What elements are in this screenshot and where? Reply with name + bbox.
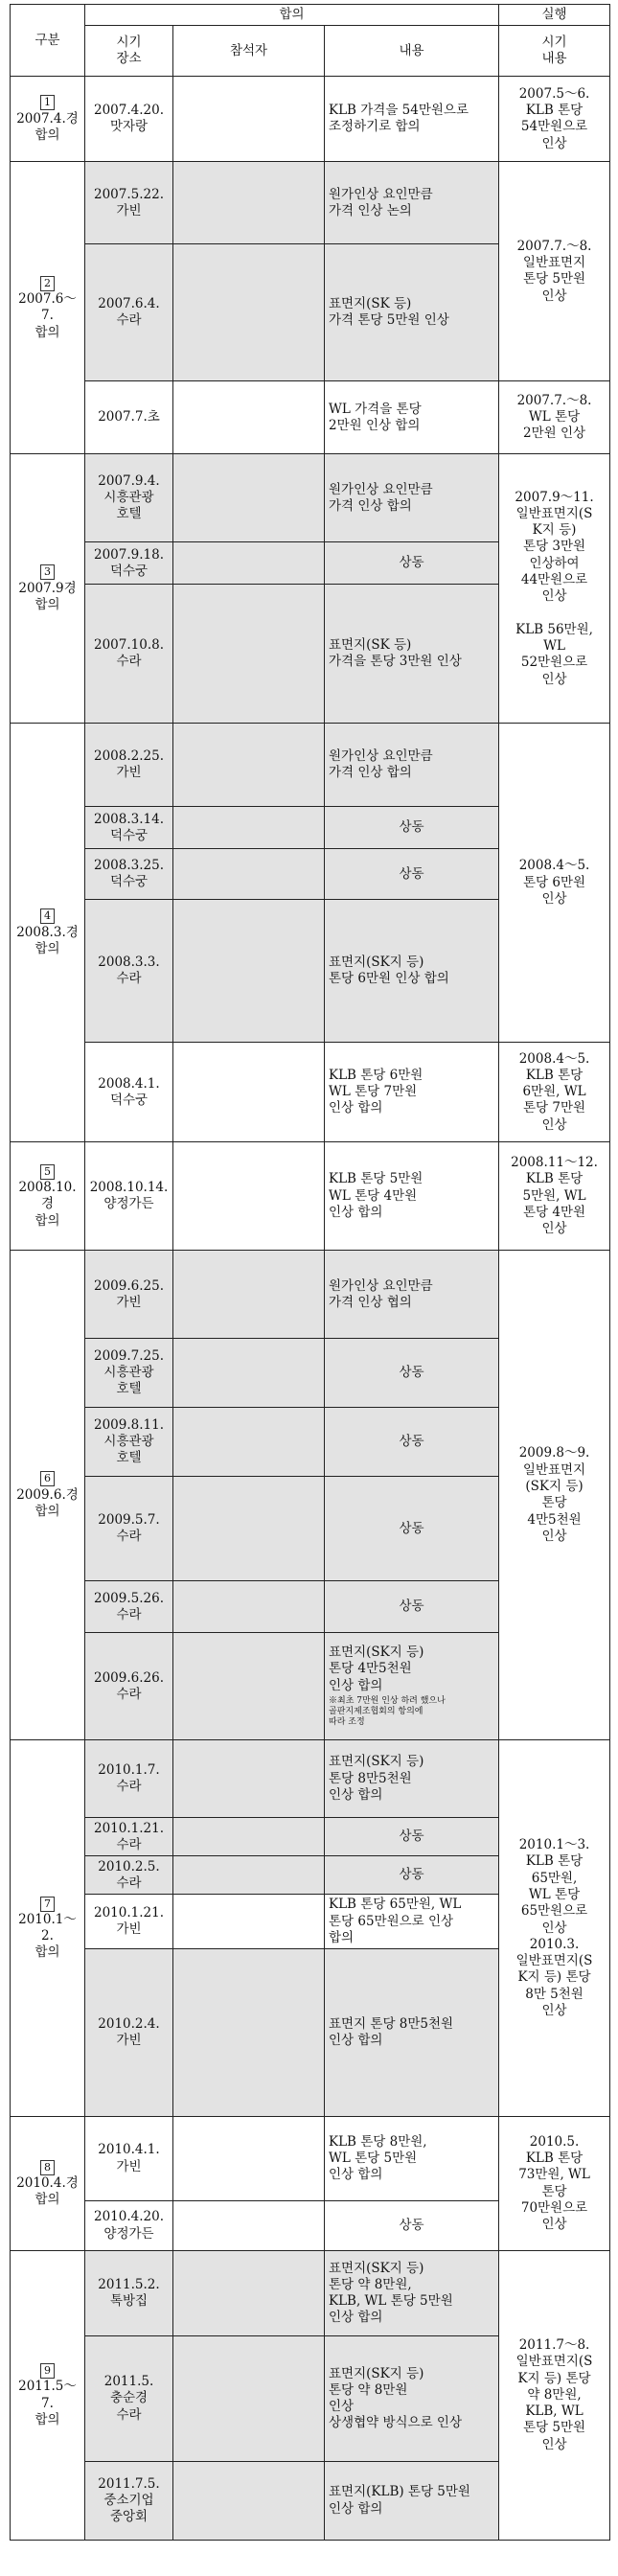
agreement-content [325,724,499,807]
agreement-content [325,1740,499,1818]
meeting-date-place: 2010.1.21. 가빈 [85,1895,173,1949]
group-number-badge: 7 [40,1897,55,1912]
group-label-cell [11,1251,85,1740]
group-label-cell [11,454,85,724]
meeting-date-place: 2009.6.25. 가빈 [85,1251,173,1339]
table-row [11,381,610,454]
attendees-cell [173,77,325,162]
meeting-date-place: 2008.4.1. 덕수궁 [85,1043,173,1142]
table-row [11,724,610,807]
header-date-place: 시기 장소 [85,26,173,77]
group-label-cell [11,1740,85,2117]
meeting-date-place: 2010.4.20. 양정가든 [85,2201,173,2251]
group-number-badge: 6 [40,1471,55,1486]
agreement-content [325,542,499,585]
agreement-content-text: WL 가격을 톤당 2만원 인상 합의 [329,401,422,433]
agreement-footnote: ※최초 7만원 인상 하려 했으나 골판지제조협회의 항의에 따라 조정 [329,1695,446,1728]
agreement-content-text: KLB 가격을 54만원으로 조정하기로 합의 [329,103,469,135]
group-period-label: 2007.4.경 합의 [16,110,79,143]
agreement-content-text: 상동 [399,1520,424,1536]
meeting-date-place: 2007.4.20. 맛자랑 [85,77,173,162]
agreement-content-text: 원가인상 요인만큼 가격 인상 합의 [329,481,433,514]
execution-cell: 2007.7.～8. 일반표면지 톤당 5만원 인상 [499,162,610,381]
meeting-date-place: 2010.2.4. 가빈 [85,1949,173,2117]
header-content: 내용 [325,26,499,77]
header-exec-date-content: 시기 내용 [499,26,610,77]
execution-cell: 2007.7.～8. WL 톤당 2만원 인상 [499,381,610,454]
agreement-content-text: 표면지(SK지 등) 톤당 8만5천원 인상 합의 [329,1754,424,1803]
attendees-cell [173,1339,325,1408]
group-period-label: 2007.6～7. 합의 [18,291,77,340]
agreement-content [325,1142,499,1251]
header-division: 구분 [11,5,85,77]
group-number-badge: 4 [40,908,55,924]
attendees-cell [173,2251,325,2336]
meeting-date-place: 2011.5.2. 톡방집 [85,2251,173,2336]
attendees-cell [173,724,325,807]
group-period-label: 2011.5～7. 합의 [18,2379,77,2427]
attendees-cell [173,1142,325,1251]
agreement-content-text: 상동 [399,1828,424,1845]
group-label-cell [11,77,85,162]
agreement-content [325,2462,499,2541]
attendees-cell [173,381,325,454]
agreement-content-text: 표면지(SK지 등) 톤당 약 8만원, KLB, WL 톤당 5만원 인상 합의 [329,2260,453,2326]
table-row [11,2251,610,2336]
meeting-date-place: 2009.5.7. 수라 [85,1477,173,1581]
attendees-cell [173,1477,325,1581]
agreement-content-text: KLB 톤당 5만원 WL 톤당 4만원 인상 합의 [329,1171,423,1220]
attendees-cell [173,2462,325,2541]
attendees-cell [173,2117,325,2201]
agreement-content [325,1895,499,1949]
agreement-content [325,2336,499,2462]
agreement-content [325,1856,499,1895]
agreement-content-text: 표면지(SK지 등) 톤당 6만원 인상 합의 [329,954,449,987]
agreement-content [325,1633,499,1740]
group-period-label: 2010.1～2. 합의 [18,1911,77,1961]
table-row [11,454,610,542]
meeting-date-place: 2010.2.5. 수라 [85,1856,173,1895]
agreement-content [325,2251,499,2336]
table-row [11,77,610,162]
table-row [11,162,610,244]
header-attendees: 참석자 [173,26,325,77]
agreement-content [325,807,499,849]
agreement-content-text: KLB 톤당 65만원, WL 톤당 65만원으로 인상 합의 [329,1897,462,1945]
execution-cell: 2008.11～12. KLB 톤당 5만원, WL 톤당 4만원 인상 [499,1142,610,1251]
table-row [11,1043,610,1142]
agreement-content-text: 표면지(SK지 등) 톤당 4만5천원 인상 합의 [329,1644,424,1693]
group-number-badge: 1 [40,95,55,110]
header-row-sub [11,26,610,77]
attendees-cell [173,1949,325,2117]
meeting-date-place: 2010.1.7. 수라 [85,1740,173,1818]
group-label-cell [11,724,85,1142]
agreement-content [325,585,499,724]
meeting-date-place: 2008.10.14. 양정가든 [85,1142,173,1251]
table-row [11,1740,610,1818]
meeting-date-place: 2007.5.22. 가빈 [85,162,173,244]
agreement-content [325,1477,499,1581]
agreement-content-text: KLB 톤당 8만원, WL 톤당 5만원 인상 합의 [329,2133,427,2183]
meeting-date-place: 2008.3.14. 덕수궁 [85,807,173,849]
meeting-date-place: 2010.1.21. 수라 [85,1818,173,1856]
group-label-cell [11,2117,85,2251]
agreement-content [325,77,499,162]
group-period-label: 2008.10.경 합의 [18,1180,77,1229]
attendees-cell [173,244,325,381]
execution-cell: 2008.4～5. KLB 톤당 6만원, WL 톤당 7만원 인상 [499,1043,610,1142]
attendees-cell [173,1818,325,1856]
cartel-agreement-table [10,4,610,2541]
agreement-content [325,2201,499,2251]
table-row [11,1142,610,1251]
agreement-content [325,2117,499,2201]
attendees-cell [173,900,325,1043]
group-period-label: 2007.9경 합의 [18,580,77,612]
group-number-badge: 8 [40,2160,55,2175]
execution-cell: 2009.8～9. 일반표면지 (SK지 등) 톤당 4만5천원 인상 [499,1251,610,1740]
attendees-cell [173,1581,325,1633]
header-execution: 실행 [499,5,610,26]
header-agreement: 합의 [85,5,499,26]
agreement-content [325,1818,499,1856]
agreement-content-text: 원가인상 요인만큼 가격 인상 합의 [329,748,433,781]
meeting-date-place: 2007.7.초 [85,381,173,454]
agreement-content [325,900,499,1043]
meeting-date-place: 2009.6.26. 수라 [85,1633,173,1740]
group-label-cell [11,2251,85,2541]
group-period-label: 2008.3.경 합의 [16,924,79,956]
meeting-date-place: 2009.7.25. 시흥관광 호텔 [85,1339,173,1408]
agreement-content-text: 표면지(KLB) 톤당 5만원 인상 합의 [329,2484,470,2517]
table-body [11,77,610,2541]
agreement-content-text: 표면지(SK지 등) 톤당 약 8만원 인상 상생협약 방식으로 인상 [329,2365,462,2431]
agreement-content-text: 원가인상 요인만큼 가격 인상 협의 [329,1277,433,1310]
agreement-content [325,1251,499,1339]
meeting-date-place: 2010.4.1. 가빈 [85,2117,173,2201]
group-label-cell [11,1142,85,1251]
group-label-cell [11,162,85,454]
attendees-cell [173,807,325,849]
agreement-content-text: 상동 [399,1365,424,1381]
agreement-content-text: 상동 [399,1434,424,1450]
execution-cell: 2007.5～6. KLB 톤당 54만원으로 인상 [499,77,610,162]
group-number-badge: 5 [40,1164,55,1180]
group-number-badge: 2 [40,276,55,291]
execution-cell: 2007.9～11. 일반표면지(S K지 등) 톤당 3만원 인상하여 44만원으로 인상 KLB 56만원, WL 52만원으로 인상 [499,454,610,724]
attendees-cell [173,162,325,244]
agreement-content [325,1949,499,2117]
agreement-content [325,1339,499,1408]
attendees-cell [173,2201,325,2251]
agreement-content-text: 상동 [399,865,424,882]
meeting-date-place: 2007.10.8. 수라 [85,585,173,724]
attendees-cell [173,542,325,585]
attendees-cell [173,1740,325,1818]
agreement-content [325,381,499,454]
agreement-content-text: 표면지 톤당 8만5천원 인상 합의 [329,2015,454,2049]
agreement-content [325,1043,499,1142]
meeting-date-place: 2008.2.25. 가빈 [85,724,173,807]
agreement-content [325,244,499,381]
agreement-content [325,849,499,900]
header-row-top [11,5,610,26]
agreement-content-text: 상동 [399,555,424,571]
agreement-content-text: 상동 [399,819,424,836]
attendees-cell [173,585,325,724]
meeting-date-place: 2011.5. 충순경 수라 [85,2336,173,2462]
agreement-content-text: 상동 [399,2217,424,2233]
agreement-content [325,1581,499,1633]
attendees-cell [173,454,325,542]
agreement-content-text: 상동 [399,1598,424,1615]
group-period-label: 2010.4.경 합의 [16,2174,79,2208]
meeting-date-place: 2011.7.5. 중소기업 중앙회 [85,2462,173,2541]
attendees-cell [173,1895,325,1949]
meeting-date-place: 2008.3.3. 수라 [85,900,173,1043]
attendees-cell [173,1408,325,1477]
agreement-content-text: 표면지(SK 등) 가격 톤당 5만원 인상 [329,296,449,329]
agreement-content-text: 상동 [399,1867,424,1883]
group-number-badge: 9 [40,2363,55,2379]
meeting-date-place: 2008.3.25. 덕수궁 [85,849,173,900]
meeting-date-place: 2007.6.4. 수라 [85,244,173,381]
attendees-cell [173,849,325,900]
attendees-cell [173,1043,325,1142]
meeting-date-place: 2009.8.11. 시흥관광 호텔 [85,1408,173,1477]
agreement-content-text: 표면지(SK 등) 가격을 톤당 3만원 인상 [329,637,462,670]
agreement-content [325,454,499,542]
execution-cell: 2011.7～8. 일반표면지(S K지 등) 톤당 약 8만원, KLB, WL 톤당 5만원 인상 [499,2251,610,2541]
execution-cell: 2010.1～3. KLB 톤당 65만원, WL 톤당 65만원으로 인상 2010.3. 일반표면지(S K지 등) 톤당 8만 5천원 인상 [499,1740,610,2117]
attendees-cell [173,1633,325,1740]
meeting-date-place: 2009.5.26. 수라 [85,1581,173,1633]
agreement-content-text: KLB 톤당 6만원 WL 톤당 7만원 인상 합의 [329,1067,423,1116]
meeting-date-place: 2007.9.4. 시흥관광 호텔 [85,454,173,542]
agreement-content-text: 원가인상 요인만큼 가격 인상 논의 [329,186,433,218]
table-row [11,2117,610,2201]
agreement-content [325,1408,499,1477]
attendees-cell [173,2336,325,2462]
execution-cell: 2008.4～5. 톤당 6만원 인상 [499,724,610,1043]
group-number-badge: 3 [40,564,55,580]
agreement-content [325,162,499,244]
table-row [11,1251,610,1339]
attendees-cell [173,1251,325,1339]
attendees-cell [173,1856,325,1895]
group-period-label: 2009.6.경 합의 [16,1486,79,1519]
execution-cell: 2010.5. KLB 톤당 73만원, WL 톤당 70만원으로 인상 [499,2117,610,2251]
meeting-date-place: 2007.9.18. 덕수궁 [85,542,173,585]
